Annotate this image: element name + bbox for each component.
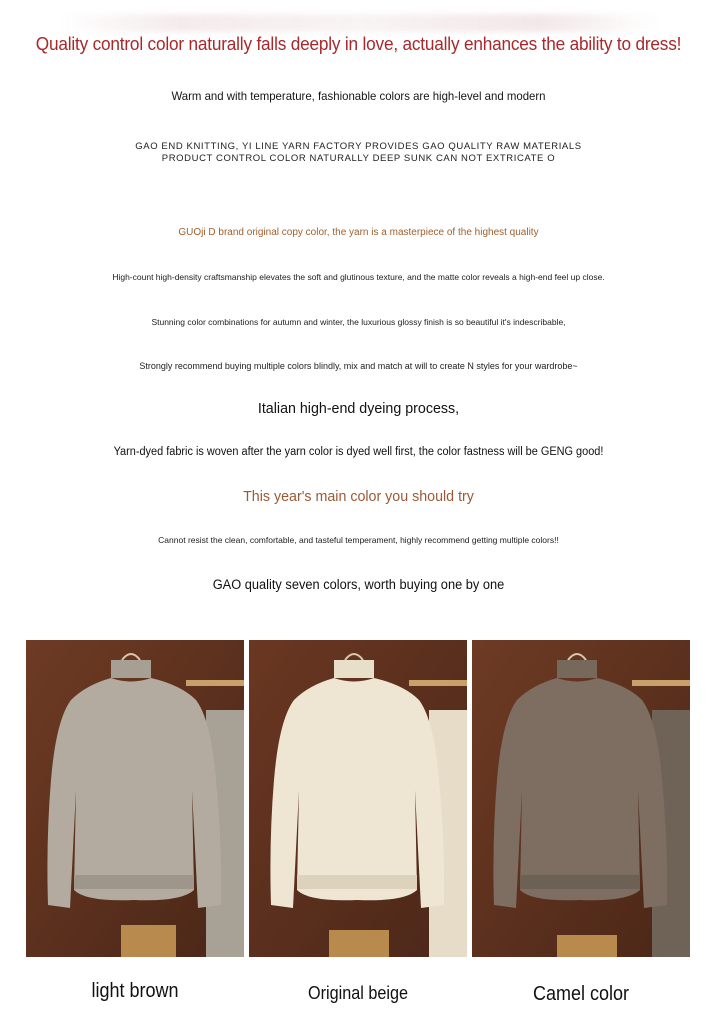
caption-original-beige: Original beige	[308, 983, 408, 1003]
caps-line-2: PRODUCT CONTROL COLOR NATURALLY DEEP SUNK CAN NOT EXTRICATE O	[161, 153, 556, 164]
italian-heading: Italian high-end dyeing process,	[257, 400, 460, 417]
caption-camel-color: Camel color	[532, 983, 630, 1005]
resist-line: Cannot resist the clean, comfortable, and tasteful temperament, highly recommend getting multiple colors!!	[158, 535, 559, 545]
faded-header-text	[60, 14, 660, 32]
paragraph-craftsmanship: High-count high-density craftsmanship elevates the soft and glutinous texture, and the matte color reveals a high-end feel up close.	[112, 272, 605, 282]
subheadline: Warm and with temperature, fashionable colors are high-level and modern	[171, 89, 546, 103]
yarn-dyed-line: Yarn-dyed fabric is woven after the yarn color is dyed well first, the color fastness will be GENG good!	[113, 446, 604, 458]
page-headline: Quality control color naturally falls deeply in love, actually enhances the ability to dress!	[35, 33, 682, 54]
paragraph-recommend: Strongly recommend buying multiple colors blindly, mix and match at will to create N styles for your wardrobe~	[139, 361, 578, 371]
product-image-light-brown	[26, 640, 244, 957]
product-image-original-beige	[249, 640, 467, 957]
seven-colors-line: GAO quality seven colors, worth buying one by one	[212, 577, 505, 592]
main-color-heading: This year's main color you should try	[243, 488, 474, 505]
caps-line-1: GAO END KNITTING, YI LINE YARN FACTORY PROVIDES GAO QUALITY RAW MATERIALS	[135, 141, 582, 152]
paragraph-color-combinations: Stunning color combinations for autumn and winter, the luxurious glossy finish is so beautiful it's indescribable,	[151, 317, 566, 327]
caption-light-brown: light brown	[91, 980, 179, 1002]
brand-line: GUOji D brand original copy color, the yarn is a masterpiece of the highest quality	[178, 227, 539, 238]
caps-block	[0, 141, 717, 165]
product-image-camel-color	[472, 640, 690, 957]
